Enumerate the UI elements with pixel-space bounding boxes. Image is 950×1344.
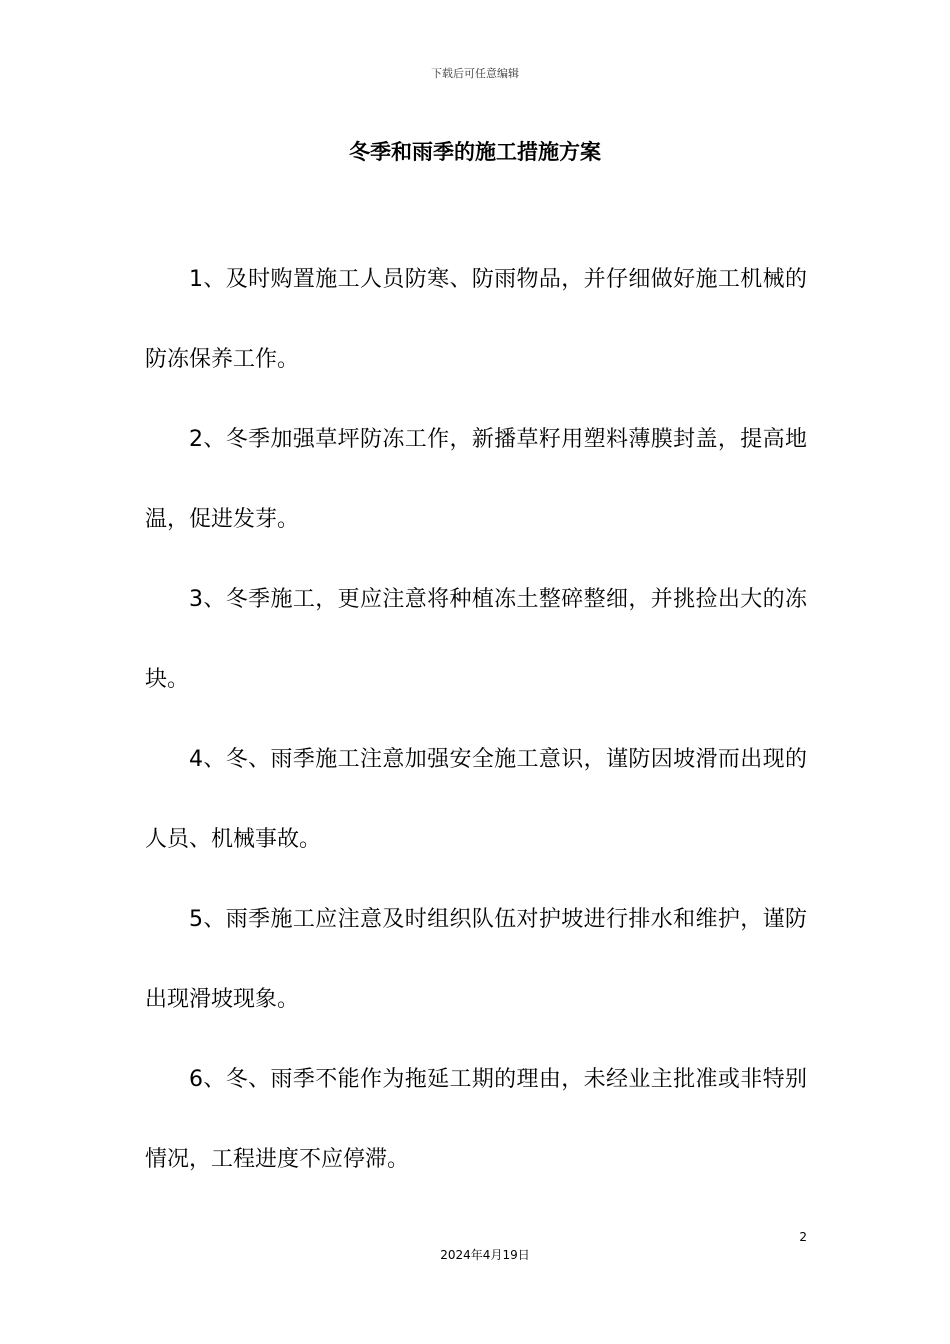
header-note: 下载后可任意编辑: [431, 67, 519, 80]
paragraph-1: 1、及时购置施工人员防寒、防雨物品，并仔细做好施工机械的防冻保养工作。: [145, 267, 807, 372]
paragraph-3: 3、冬季施工，更应注意将种植冻土整碎整细，并挑捡出大的冻块。: [145, 587, 807, 692]
paragraph-4: 4、冬、雨季施工注意加强安全施工意识，谨防因坡滑而出现的人员、机械事故。: [145, 747, 807, 852]
footer-date: 2024年4月19日: [440, 1248, 530, 1262]
page-number: 2: [799, 1230, 807, 1244]
paragraph-6: 6、冬、雨季不能作为拖延工期的理由，未经业主批准或非特别情况，工程进度不应停滞。: [145, 1067, 807, 1172]
paragraph-2: 2、冬季加强草坪防冻工作，新播草籽用塑料薄膜封盖，提高地温，促进发芽。: [145, 427, 807, 532]
document-title: 冬季和雨季的施工措施方案: [349, 140, 601, 164]
paragraph-5: 5、雨季施工应注意及时组织队伍对护坡进行排水和维护，谨防出现滑坡现象。: [145, 907, 807, 1012]
document-body: [145, 240, 807, 1200]
